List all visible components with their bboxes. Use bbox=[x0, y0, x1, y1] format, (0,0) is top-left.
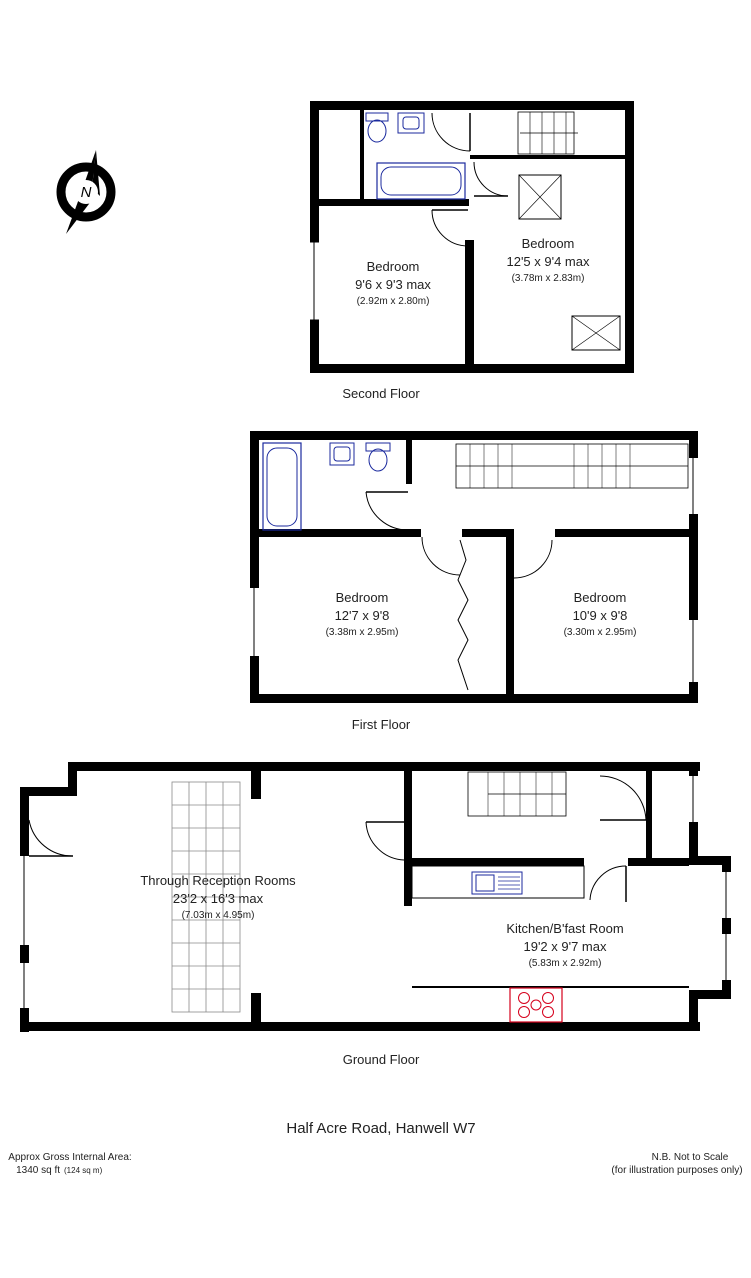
scale-note: N.B. Not to Scale bbox=[651, 1152, 729, 1163]
second-bedroom-1-name: Bedroom bbox=[366, 259, 420, 274]
kitchen-dim: 19'2 x 9'7 max bbox=[523, 939, 607, 954]
toilet-icon bbox=[366, 443, 390, 471]
gross-area-sqm: (124 sq m) bbox=[64, 1166, 103, 1175]
first-bedroom-1-dim: 12'7 x 9'8 bbox=[334, 608, 390, 623]
hob-icon bbox=[510, 988, 562, 1022]
kitchen-metric: (5.83m x 2.92m) bbox=[528, 958, 602, 969]
reception-dim: 23'2 x 16'3 max bbox=[172, 891, 264, 906]
bathtub-icon bbox=[263, 443, 301, 530]
ground-floor-label: Ground Floor bbox=[342, 1052, 420, 1067]
second-bedroom-2-metric: (3.78m x 2.83m) bbox=[511, 273, 585, 284]
first-bedroom-2-metric: (3.30m x 2.95m) bbox=[563, 627, 637, 638]
first-bedroom-2-name: Bedroom bbox=[573, 590, 627, 605]
second-floor-label: Second Floor bbox=[342, 386, 420, 401]
compass-letter: N bbox=[80, 184, 92, 201]
second-bedroom-1-dim: 9'6 x 9'3 max bbox=[355, 277, 431, 292]
first-bedroom-2-dim: 10'9 x 9'8 bbox=[572, 608, 628, 623]
first-floor-rooms bbox=[326, 590, 637, 638]
kitchen-name: Kitchen/B'fast Room bbox=[506, 921, 624, 936]
bathtub-icon bbox=[377, 163, 465, 199]
basin-icon bbox=[330, 443, 354, 465]
first-floor-plan bbox=[249, 431, 699, 703]
sink-icon bbox=[472, 872, 522, 894]
reception-metric: (7.03m x 4.95m) bbox=[181, 910, 255, 921]
second-floor-plan bbox=[309, 101, 634, 373]
first-floor-label: First Floor bbox=[351, 717, 411, 732]
property-address: Half Acre Road, Hanwell W7 bbox=[286, 1120, 476, 1137]
second-bedroom-2-name: Bedroom bbox=[521, 236, 575, 251]
first-bedroom-1-name: Bedroom bbox=[335, 590, 389, 605]
illustration-note: (for illustration purposes only) bbox=[611, 1165, 743, 1176]
second-bedroom-2-dim: 12'5 x 9'4 max bbox=[506, 254, 590, 269]
first-bedroom-1-metric: (3.38m x 2.95m) bbox=[325, 627, 399, 638]
ground-floor-plan bbox=[19, 762, 732, 1032]
ground-floor-rooms bbox=[140, 873, 623, 969]
second-bedroom-1-metric: (2.92m x 2.80m) bbox=[356, 296, 430, 307]
reception-name: Through Reception Rooms bbox=[140, 873, 296, 888]
compass-icon bbox=[61, 150, 111, 234]
basin-icon bbox=[398, 113, 424, 133]
gross-area-label: Approx Gross Internal Area: bbox=[8, 1152, 132, 1163]
gross-area-sqft: 1340 sq ft bbox=[16, 1165, 60, 1176]
toilet-icon bbox=[366, 113, 388, 142]
